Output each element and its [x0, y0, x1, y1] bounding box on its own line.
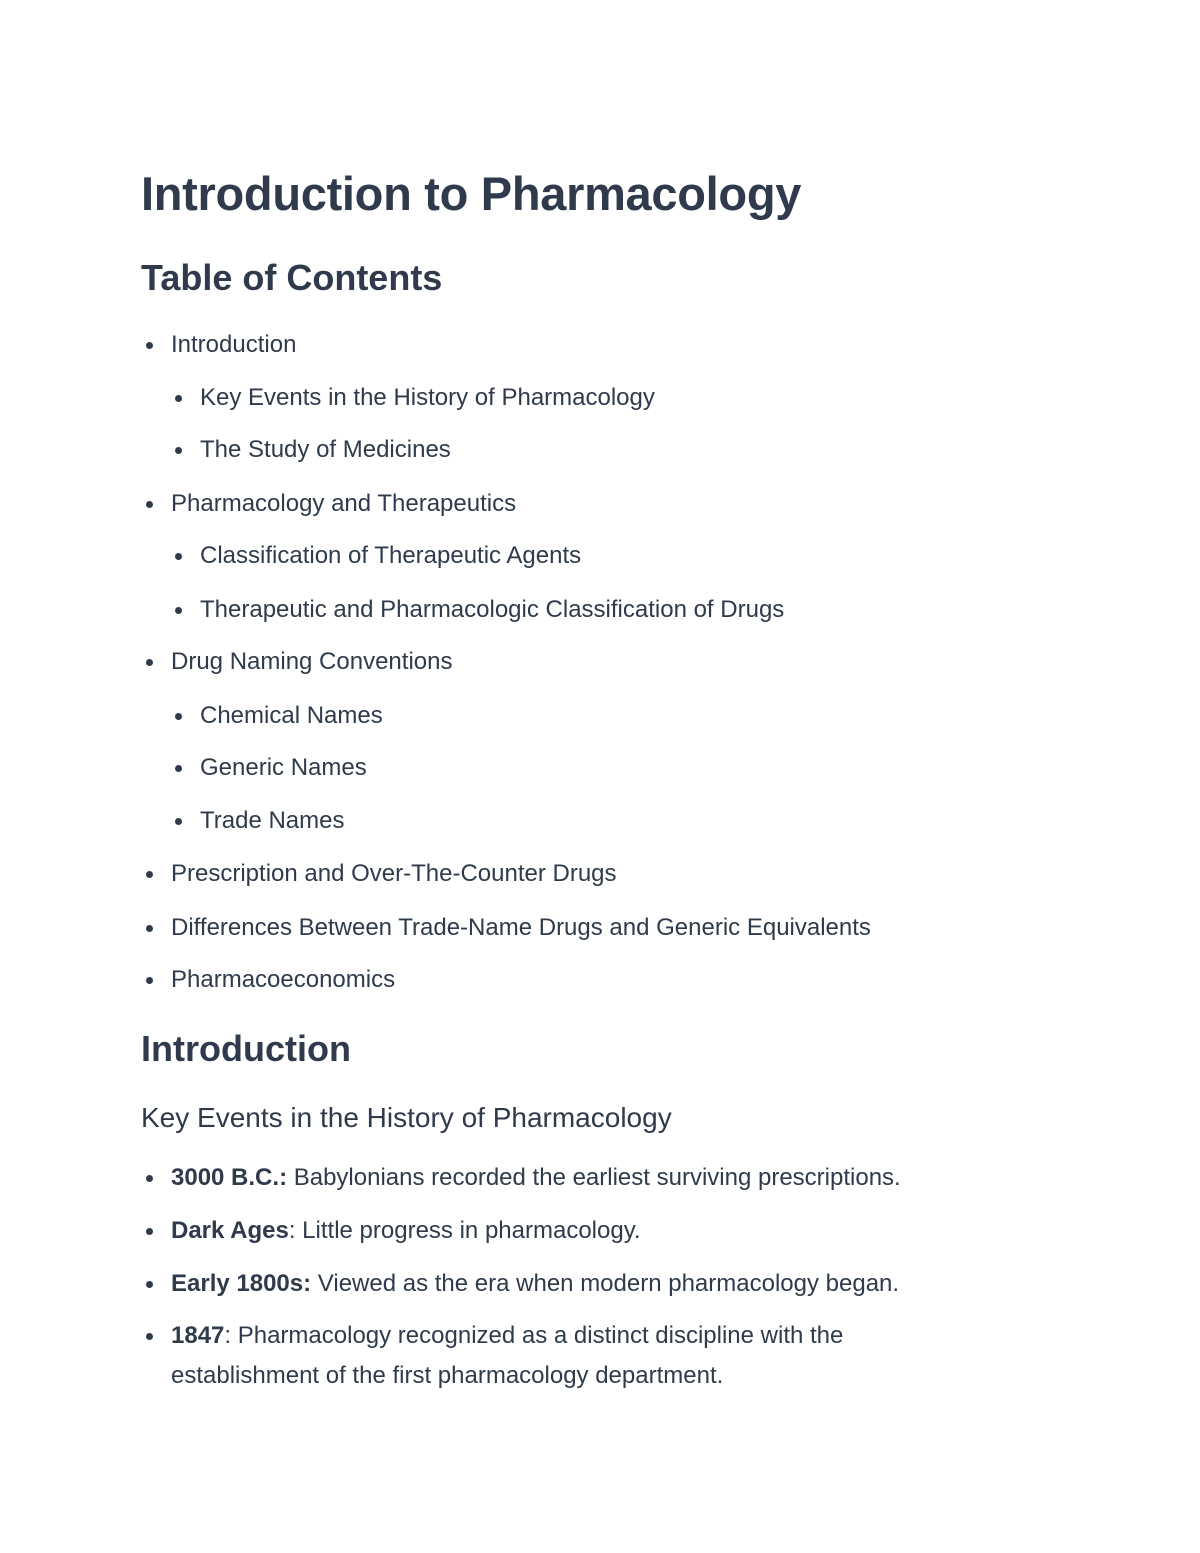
list-item: [171, 1316, 971, 1396]
event-text: Viewed as the era when modern pharmacology began.: [311, 1270, 900, 1297]
list-item: [171, 1264, 899, 1304]
toc-item-trade-names[interactable]: Trade Names: [200, 801, 345, 841]
toc-item-pharmacoeconomics[interactable]: Pharmacoeconomics: [171, 960, 395, 1000]
event-text: Little progress in pharmacology.: [295, 1217, 641, 1244]
event-term: Dark Ages: [171, 1217, 289, 1244]
event-separator: :: [224, 1322, 232, 1349]
list-item: [171, 1158, 901, 1198]
toc-item-introduction[interactable]: Introduction: [171, 325, 296, 365]
subsection-heading-key-events: Key Events in the History of Pharmacology: [141, 1102, 672, 1133]
event-text: Babylonians recorded the earliest surviving prescriptions.: [287, 1164, 901, 1191]
toc-item-classification-agents[interactable]: Classification of Therapeutic Agents: [200, 536, 581, 576]
event-separator: :: [288, 1217, 296, 1244]
toc-item-generic-names[interactable]: Generic Names: [200, 748, 367, 788]
event-separator: :: [279, 1164, 288, 1191]
toc-item-chemical-names[interactable]: Chemical Names: [200, 696, 383, 736]
toc-heading: Table of Contents: [141, 257, 443, 298]
event-separator: :: [303, 1270, 312, 1297]
toc-item-study-of-medicines[interactable]: The Study of Medicines: [200, 430, 451, 470]
toc-item-classification-drugs[interactable]: Therapeutic and Pharmacologic Classification of Drugs: [200, 590, 784, 630]
toc-item-trade-vs-generic[interactable]: Differences Between Trade-Name Drugs and Generic Equivalents: [171, 908, 871, 948]
toc-item-key-events[interactable]: Key Events in the History of Pharmacology: [200, 378, 655, 418]
section-heading-introduction: Introduction: [141, 1028, 351, 1069]
event-term: 1847: [171, 1322, 225, 1349]
toc-item-naming-conventions[interactable]: Drug Naming Conventions: [171, 642, 452, 682]
toc-item-prescription-otc[interactable]: Prescription and Over-The-Counter Drugs: [171, 854, 617, 894]
list-item: [171, 1211, 641, 1251]
event-term: Early 1800s: [171, 1270, 304, 1297]
event-text: Pharmacology recognized as a distinct discipline with the establishment of the first pharmacology department.: [171, 1322, 844, 1389]
event-term: 3000 B.C.: [171, 1164, 280, 1191]
document-title: Introduction to Pharmacology: [141, 167, 802, 220]
toc-item-pharmacology-therapeutics[interactable]: Pharmacology and Therapeutics: [171, 484, 516, 524]
